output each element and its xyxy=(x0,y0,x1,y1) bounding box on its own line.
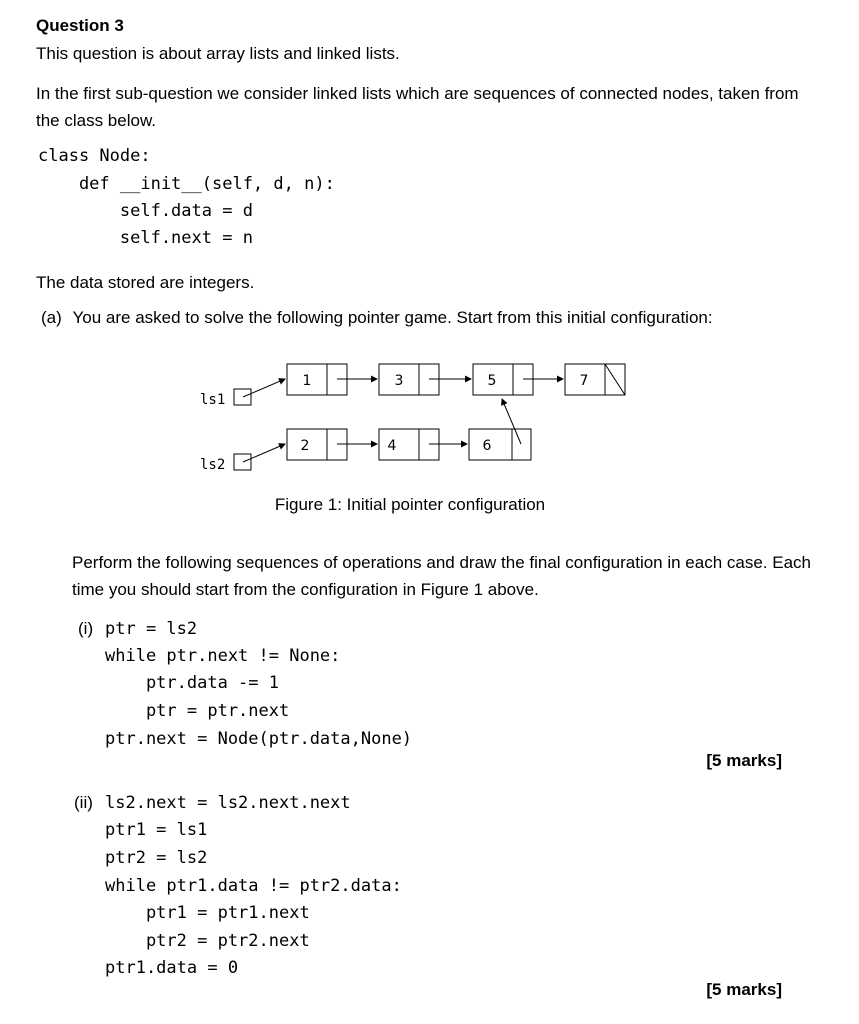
ls1-label: ls1 xyxy=(200,392,226,408)
sub-i-label: (i) xyxy=(78,619,94,638)
sub-ii-marks: [5 marks] xyxy=(706,980,782,999)
ls2-arrow xyxy=(243,444,285,462)
perform-instructions: Perform the following sequences of operations and draw the final configuration in each case. Each time you should start from the configuration in Figure 1 above. xyxy=(72,553,812,599)
node-value: 7 xyxy=(579,373,589,389)
code-line: class Node: xyxy=(38,146,151,166)
ls1-arrow xyxy=(243,379,285,397)
code-line: ptr = ls2 xyxy=(105,619,198,639)
code-line: ptr2 = ptr2.next xyxy=(105,931,310,951)
node-value: 3 xyxy=(394,373,404,389)
node-7 xyxy=(565,364,625,395)
question-paragraph: In the first sub-question we consider linked lists which are sequences of connected nodes, taken from the class below. xyxy=(36,84,799,130)
node-value: 2 xyxy=(300,438,310,454)
ls2-label: ls2 xyxy=(200,457,226,473)
sub-ii-label: (ii) xyxy=(74,793,93,812)
code-line: def __init__(self, d, n): xyxy=(38,174,335,194)
code-line: self.next = n xyxy=(38,228,253,248)
node-value: 4 xyxy=(387,438,397,454)
node-6 xyxy=(469,429,531,460)
code-line: ptr.next = Node(ptr.data,None) xyxy=(105,729,413,749)
node-value: 6 xyxy=(482,438,492,454)
code-line: self.data = d xyxy=(38,201,253,221)
code-line: ptr1.data = 0 xyxy=(105,958,239,978)
code-line: ptr1 = ls1 xyxy=(105,820,208,840)
part-a-text: You are asked to solve the following pointer game. Start from this initial configuration: xyxy=(72,308,713,327)
sub-i-marks: [5 marks] xyxy=(706,751,782,770)
code-line: while ptr.next != None: xyxy=(105,646,341,666)
code-line: ls2.next = ls2.next.next xyxy=(105,793,351,813)
code-line: ptr2 = ls2 xyxy=(105,848,208,868)
code-line: ptr1 = ptr1.next xyxy=(105,903,310,923)
pointer-diagram xyxy=(190,352,650,482)
part-a-label: (a) xyxy=(41,308,62,327)
question-intro: This question is about array lists and linked lists. xyxy=(36,44,400,63)
part-a xyxy=(41,308,713,328)
question-title: Question 3 xyxy=(36,16,124,35)
code-line: while ptr1.data != ptr2.data: xyxy=(105,876,402,896)
node-value: 1 xyxy=(302,373,312,389)
node-value: 5 xyxy=(487,373,497,389)
ls2-pointer-box xyxy=(234,454,251,470)
figure-caption: Figure 1: Initial pointer configuration xyxy=(274,495,546,514)
data-statement: The data stored are integers. xyxy=(36,273,255,292)
code-line: ptr = ptr.next xyxy=(105,701,290,721)
code-line: ptr.data -= 1 xyxy=(105,673,279,693)
ls1-pointer-box xyxy=(234,389,251,405)
